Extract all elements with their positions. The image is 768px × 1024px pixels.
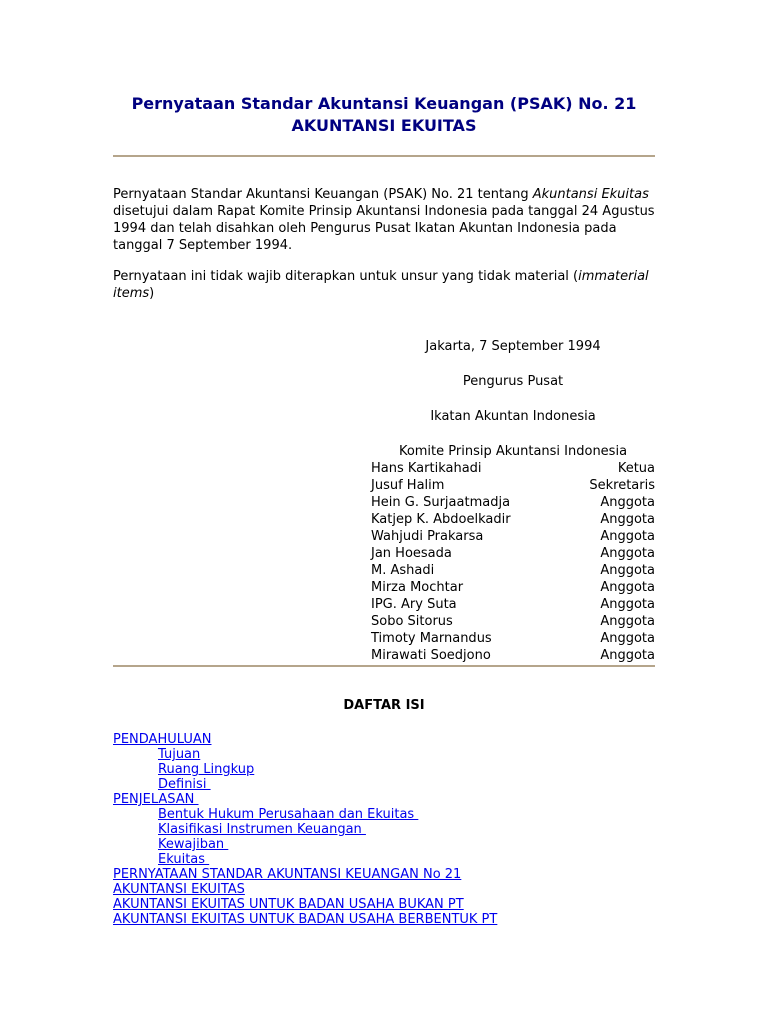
toc-link[interactable]: Definisi	[158, 777, 211, 792]
member-role: Anggota	[600, 614, 655, 629]
toc-link[interactable]: PENJELASAN	[113, 792, 199, 807]
bottom-divider	[113, 665, 655, 667]
document-page	[113, 0, 655, 927]
toc-link[interactable]: AKUNTANSI EKUITAS UNTUK BADAN USAHA BERBENTUK PT	[113, 912, 498, 927]
place-date: Jakarta, 7 September 1994	[425, 339, 601, 354]
toc-link[interactable]: Ekuitas	[158, 852, 210, 867]
committee-member-row	[371, 477, 655, 494]
toc-link[interactable]: Ruang Lingkup	[158, 762, 255, 777]
member-name: Timoty Marnandus	[371, 631, 492, 646]
committee-member-row	[371, 545, 655, 562]
page-title	[113, 93, 655, 137]
committee-member-list	[371, 460, 655, 664]
top-divider	[113, 155, 655, 157]
committee-member-row	[371, 494, 655, 511]
intro-paragraph-2	[113, 268, 655, 302]
committee-member-row	[371, 579, 655, 596]
member-name: Hein G. Surjaatmadja	[371, 495, 511, 510]
committee-member-row	[371, 630, 655, 647]
member-role: Sekretaris	[589, 478, 655, 493]
toc-link[interactable]: Klasifikasi Instrumen Keuangan	[158, 822, 366, 837]
intro-italic-1: Akuntansi Ekuitas	[532, 187, 649, 202]
toc-link[interactable]: PERNYATAAN STANDAR AKUNTANSI KEUANGAN No 21	[113, 867, 462, 882]
member-role: Anggota	[600, 648, 655, 663]
member-name: Jusuf Halim	[371, 478, 445, 493]
member-role: Anggota	[600, 580, 655, 595]
board-name: Pengurus Pusat	[462, 374, 564, 389]
intro-text-1b: disetujui dalam Rapat Komite Prinsip Akuntansi Indonesia pada tanggal 24 Agustus 1994 dan telah disahkan oleh Pengurus Pusat Ikatan Akuntan Indonesia pada tanggal 7 September 1994.	[113, 204, 655, 253]
member-role: Anggota	[600, 597, 655, 612]
title-line-2: AKUNTANSI EKUITAS	[291, 116, 477, 135]
member-name: Mirza Mochtar	[371, 580, 464, 595]
toc-title: DAFTAR ISI	[343, 698, 425, 713]
intro-text-1a: Pernyataan Standar Akuntansi Keuangan (PSAK) No. 21 tentang	[113, 187, 533, 202]
intro-text-2b: )	[149, 286, 155, 301]
member-name: Wahjudi Prakarsa	[371, 529, 484, 544]
committee-member-row	[371, 460, 655, 477]
member-name: Sobo Sitorus	[371, 614, 453, 629]
committee-name: Komite Prinsip Akuntansi Indonesia	[398, 444, 628, 459]
title-line-1: Pernyataan Standar Akuntansi Keuangan (PSAK) No. 21	[131, 94, 637, 113]
table-of-contents	[113, 732, 655, 927]
toc-link[interactable]: AKUNTANSI EKUITAS UNTUK BADAN USAHA BUKAN PT	[113, 897, 464, 912]
toc-link[interactable]: Tujuan	[158, 747, 201, 762]
member-name: Hans Kartikahadi	[371, 461, 482, 476]
member-name: Katjep K. Abdoelkadir	[371, 512, 511, 527]
intro-italic-2: immaterial items	[113, 269, 649, 301]
member-name: M. Ashadi	[371, 563, 435, 578]
committee-member-row	[371, 613, 655, 630]
member-role: Anggota	[600, 495, 655, 510]
member-role: Anggota	[600, 546, 655, 561]
member-role: Ketua	[617, 461, 655, 476]
member-name: Mirawati Soedjono	[371, 648, 491, 663]
member-role: Anggota	[600, 512, 655, 527]
member-role: Anggota	[600, 563, 655, 578]
organization-name: Ikatan Akuntan Indonesia	[430, 409, 596, 424]
toc-link[interactable]: AKUNTANSI EKUITAS	[113, 882, 245, 897]
member-role: Anggota	[600, 529, 655, 544]
committee-member-row	[371, 562, 655, 579]
member-name: IPG. Ary Suta	[371, 597, 457, 612]
toc-link[interactable]: Kewajiban	[158, 837, 229, 852]
signature-block	[371, 338, 655, 664]
committee-member-row	[371, 528, 655, 545]
member-name: Jan Hoesada	[371, 546, 452, 561]
toc-link[interactable]: Bentuk Hukum Perusahaan dan Ekuitas	[158, 807, 419, 822]
member-role: Anggota	[600, 631, 655, 646]
committee-member-row	[371, 647, 655, 664]
toc-link[interactable]: PENDAHULUAN	[113, 732, 212, 747]
intro-paragraph-1	[113, 186, 655, 254]
committee-member-row	[371, 596, 655, 613]
intro-text-2a: Pernyataan ini tidak wajib diterapkan untuk unsur yang tidak material (	[113, 269, 579, 284]
committee-member-row	[371, 511, 655, 528]
